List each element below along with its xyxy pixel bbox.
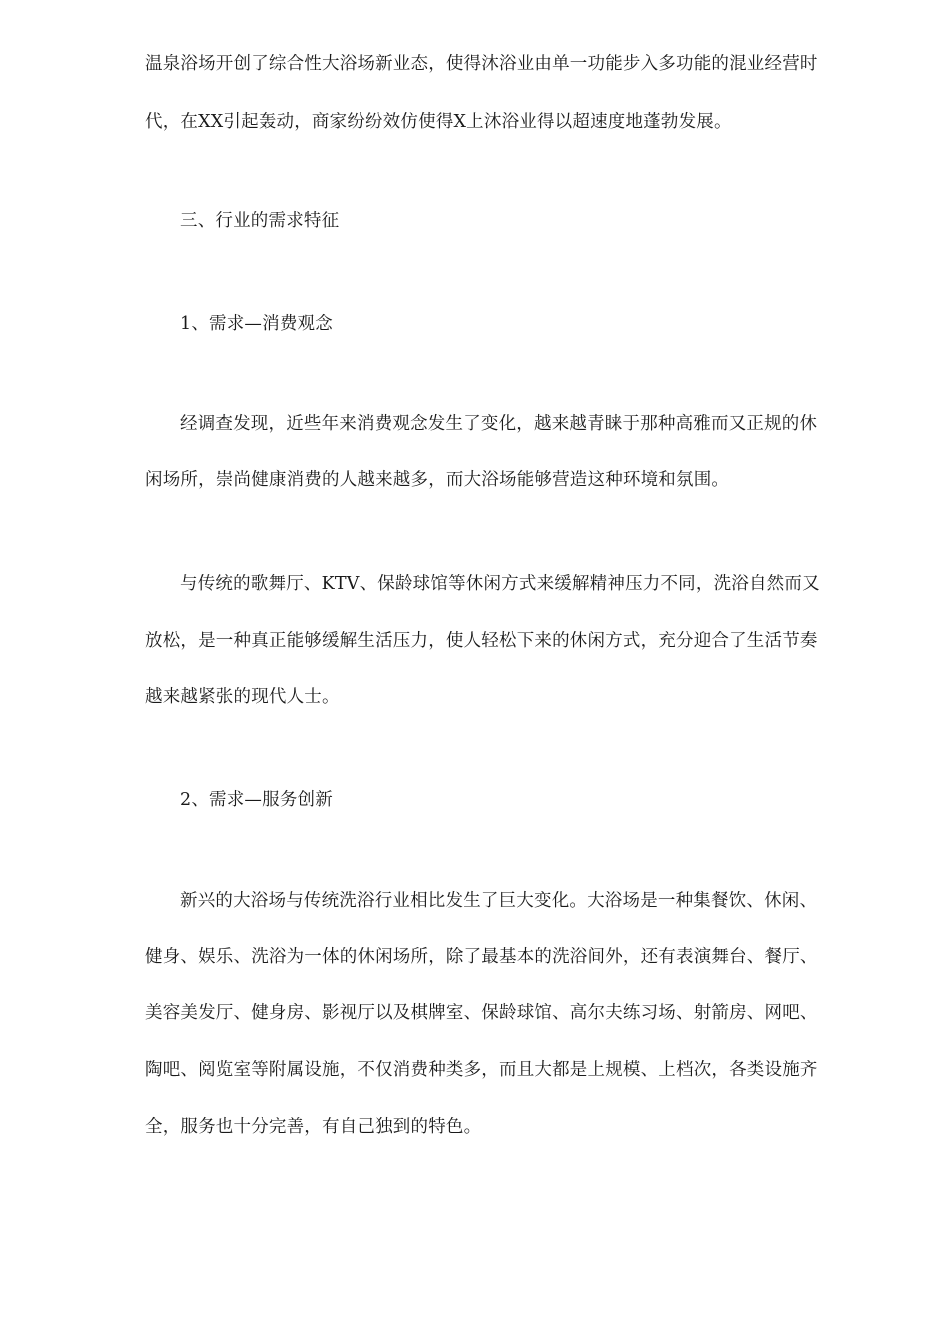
text-line: 闲场所，崇尚健康消费的人越来越多，而大浴场能够营造这种环境和氛围。 [145,470,730,490]
section-heading: 三、行业的需求特征 [180,211,340,231]
text-line: 越来越紧张的现代人士。 [145,687,340,707]
text-line: 美容美发厅、健身房、影视厅以及棋牌室、保龄球馆、高尔夫练习场、射箭房、网吧、 [145,1003,818,1023]
subsection-heading: 1、需求—消费观念 [180,314,333,334]
text-line: 经调查发现，近些年来消费观念发生了变化，越来越青睐于那种高雅而又正规的休 [180,414,818,434]
text-line: 与传统的歌舞厅、KTV、保龄球馆等休闲方式来缓解精神压力不同，洗浴自然而又 [180,574,820,594]
text-line: 健身、娱乐、洗浴为一体的休闲场所，除了最基本的洗浴间外，还有表演舞台、餐厅、 [145,947,818,967]
text-line: 放松，是一种真正能够缓解生活压力，使人轻松下来的休闲方式，充分迎合了生活节奏 [145,631,818,651]
text-line: 陶吧、阅览室等附属设施，不仅消费种类多，而且大都是上规模、上档次，各类设施齐 [145,1060,818,1080]
text-line: 全，服务也十分完善，有自己独到的特色。 [145,1117,482,1137]
text-line: 温泉浴场开创了综合性大浴场新业态，使得沐浴业由单一功能步入多功能的混业经营时 [145,54,818,74]
text-line: 新兴的大浴场与传统洗浴行业相比发生了巨大变化。大浴场是一种集餐饮、休闲、 [180,891,818,911]
subsection-heading: 2、需求—服务创新 [180,790,333,810]
text-line: 代，在XX引起轰动，商家纷纷效仿使得X上沐浴业得以超速度地蓬勃发展。 [145,112,732,132]
